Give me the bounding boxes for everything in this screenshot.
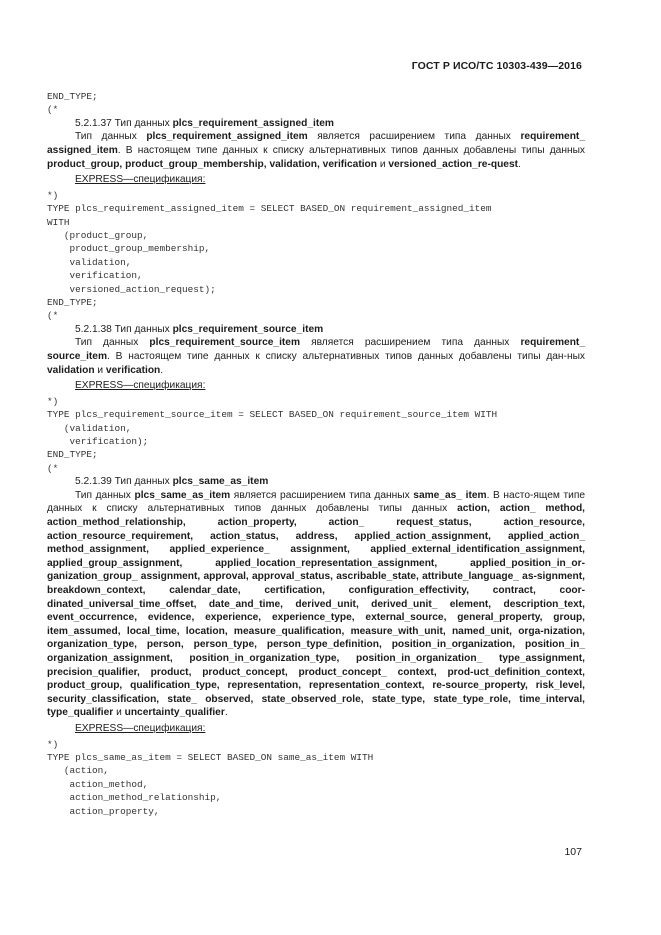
express-spec-label (47, 379, 585, 393)
code-line: (product_group, (47, 230, 149, 241)
para-bold: versioned_action_re-quest (388, 158, 519, 170)
para-text: . (160, 364, 164, 376)
para-text: . В настоящем типе данных к списку альтернативных типов данных добавлены типы данных (117, 145, 585, 156)
code-line: *) (47, 738, 59, 750)
code-line: (* (47, 462, 59, 474)
express-spec-text: EXPRESS—спецификация: (75, 380, 206, 392)
section-title-name: plcs_requirement_source_item (172, 323, 324, 335)
express-spec-label (47, 722, 585, 736)
para-text: является расширением типа данных (307, 131, 521, 143)
para-bold: requirement_ assigned_item (47, 131, 585, 156)
para-text: . В настоящем типе данных к списку альтернативных типов данных добавлены типы дан-ных (107, 351, 585, 363)
para-text: и (94, 364, 106, 376)
code-line: (action, (47, 765, 109, 777)
para-bold: action, action_ method, action_method_relationship, action_property, action_ request_status, action_resource, action_resource_requirement, action_status, address, applied_action_assignment, applied_action_ method_assignment, applied_experience_ assignment, applied_external_identification_assignment, applied_group_assignment, applied_location_representation_assignment, applied_position_in_or-ganization_group_ assignment, approval, approval_status, ascribable_state, attribute_language_ as-signment, breakdown_context, calendar_date, certification, configuration_effectivity, contract, coor-dinated_universal_time_offset, date_and_time, derived_unit, derived_unit_ element, description_text, event_occurrence, evidence, experience, experience_type, external_source, general_property, group, item_assumed, local_time, location, measure_qualification, measure_with_unit, named_unit, orga-nization, organization_type, person, person_type, person_type_definition, position_in_organization, position_in_ organization_assignment, position_in_organization_type, position_in_organization_ type_assignment, precision_qualifier, product, product_concept, product_concept_ context, prod-uct_definition_context, product_group, qualification_type, representation, representation_context, re-source_property, risk_level, security_classification, state_ observed, state_observed_role, state_type, state_type_role, time_interval, type_qualifier (47, 503, 586, 719)
para-bold: plcs_requirement_assigned_item (146, 131, 308, 143)
para-text: . (518, 158, 521, 170)
para-bold: validation (47, 364, 95, 376)
section-title-prefix: 5.2.1.39 Тип данных (75, 476, 173, 488)
para-bold: same_as_ item (413, 489, 487, 501)
code-line: END_TYPE; (47, 449, 98, 461)
para-text: является расширением типа данных (300, 337, 521, 349)
code-line: action_property, (47, 805, 160, 817)
code-line: (validation, (47, 422, 132, 434)
para-text: Тип данных (75, 337, 150, 349)
code-line: product_group_membership, (47, 243, 211, 255)
code-line: END_TYPE; (47, 91, 98, 102)
code-line: WITH (47, 216, 70, 228)
code-line: *) (47, 189, 59, 201)
para-text: . В насто-ящем типе данных к списку альтернативных типов данных добавлены типы данных (47, 489, 586, 515)
code-line: versioned_action_request); (47, 283, 216, 295)
code-line: TYPE plcs_same_as_item = SELECT BASED_ON same_as_item WITH (47, 751, 374, 763)
code-line: validation, (47, 256, 132, 268)
para-text: и (113, 707, 125, 719)
para-bold: plcs_same_as_item (134, 489, 231, 501)
section-title-name: plcs_requirement_assigned_item (172, 117, 334, 129)
code-line: (* (47, 310, 59, 322)
section-paragraph (47, 336, 585, 377)
code-line: *) (47, 395, 59, 407)
page-number: 107 (564, 846, 582, 858)
para-text: . (224, 707, 228, 719)
code-line: TYPE plcs_requirement_source_item = SELECT BASED_ON requirement_source_item WITH (47, 409, 498, 421)
section-title-prefix: 5.2.1.37 Тип данных (75, 117, 173, 129)
document-header: ГОСТ Р ИСО/ТС 10303-439—2016 (411, 60, 582, 72)
para-bold: verification (105, 364, 161, 376)
code-line: TYPE plcs_requirement_assigned_item = SELECT BASED_ON requirement_assigned_item (47, 203, 492, 215)
express-spec-text: EXPRESS—спецификация: (75, 722, 206, 734)
section-title-name: plcs_same_as_item (172, 476, 269, 488)
section-title (47, 475, 585, 489)
para-text: Тип данных (75, 131, 147, 143)
para-text: и (377, 158, 389, 170)
express-spec-text: EXPRESS—спецификация: (75, 174, 206, 186)
para-bold: product_group, product_group_membership, validation, verification (47, 158, 377, 170)
para-bold: plcs_requirement_source_item (149, 337, 301, 349)
express-spec-label (47, 173, 585, 187)
section-title-prefix: 5.2.1.38 Тип данных (75, 323, 173, 335)
code-line: verification, (47, 270, 143, 282)
code-line: action_method_relationship, (47, 792, 222, 804)
code-line: verification); (47, 436, 149, 448)
code-line: (* (47, 104, 59, 116)
section-title (47, 117, 585, 131)
para-text: является расширением типа данных (230, 489, 414, 501)
code-line: action_method, (47, 778, 149, 790)
section-paragraph (47, 489, 585, 720)
para-bold: requirement_ source_item (47, 337, 585, 363)
document-body (47, 90, 585, 818)
section-title (47, 323, 585, 337)
para-bold: uncertainty_qualifier (124, 707, 225, 719)
section-paragraph (47, 130, 585, 171)
para-text: Тип данных (75, 489, 135, 501)
code-line: END_TYPE; (47, 297, 98, 309)
